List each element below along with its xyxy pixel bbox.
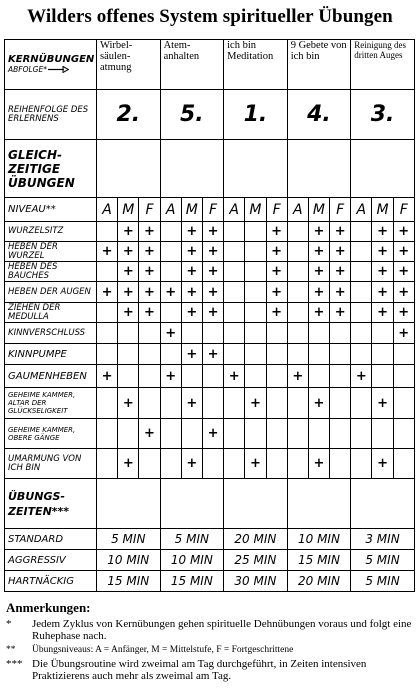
practice-mark: +	[160, 323, 181, 344]
practice-mark: +	[160, 282, 181, 303]
empty-cell	[308, 323, 329, 344]
empty-cell	[351, 222, 372, 242]
empty-cell	[266, 388, 287, 419]
practice-mark: +	[118, 262, 139, 282]
empty-cell	[118, 365, 139, 388]
empty-cell	[330, 365, 351, 388]
practice-mark: +	[308, 388, 329, 419]
order-label: REIHENFOLGE DES ERLERNENS	[5, 90, 97, 140]
empty-cell	[287, 388, 308, 419]
practice-time: 20 MIN	[287, 571, 351, 592]
practice-mark: +	[202, 242, 223, 262]
practice-mark: +	[308, 303, 329, 323]
level-letter: M	[245, 198, 266, 222]
empty-cell	[351, 419, 372, 449]
empty-cell	[308, 365, 329, 388]
practice-mark: +	[97, 365, 118, 388]
empty-cell	[97, 388, 118, 419]
empty-cell	[160, 242, 181, 262]
level-letter: M	[118, 198, 139, 222]
practice-mark: +	[266, 282, 287, 303]
practice-label: GAUMENHEBEN	[5, 365, 97, 388]
header-sub-label: ABFOLGE*	[8, 64, 47, 74]
empty-cell	[308, 419, 329, 449]
practice-time: 15 MIN	[160, 571, 224, 592]
empty-cell	[245, 242, 266, 262]
empty-cell	[393, 449, 414, 479]
practice-time: 5 MIN	[351, 550, 415, 571]
level-label: NIVEAU**	[5, 198, 97, 222]
learning-order: 5.	[160, 90, 224, 140]
practice-label: KINNPUMPE	[5, 344, 97, 365]
note-marker: **	[6, 645, 16, 655]
practice-mark: +	[330, 282, 351, 303]
level-letter: F	[202, 198, 223, 222]
practice-mark: +	[393, 222, 414, 242]
practice-mark: +	[139, 282, 160, 303]
practice-label: HEBEN DER AUGEN	[5, 282, 97, 303]
level-letter: A	[160, 198, 181, 222]
practice-mark: +	[266, 303, 287, 323]
empty-cell	[97, 222, 118, 242]
empty-cell	[393, 419, 414, 449]
note-text: Jedem Zyklus von Kernübungen gehen spirituelle Dehnübungen voraus und folgt eine Ruhephase nach.	[32, 618, 412, 642]
empty-cell	[330, 449, 351, 479]
practice-mark: +	[181, 262, 202, 282]
practice-time: 5 MIN	[97, 529, 161, 550]
note-marker: *	[6, 618, 12, 630]
empty-cell	[118, 419, 139, 449]
empty-cell	[245, 282, 266, 303]
practice-mark: +	[308, 222, 329, 242]
practice-mark: +	[139, 242, 160, 262]
level-letter: A	[287, 198, 308, 222]
empty-cell	[351, 282, 372, 303]
empty-cell	[202, 449, 223, 479]
learning-order: 4.	[287, 90, 351, 140]
practice-mark: +	[139, 419, 160, 449]
empty-cell	[245, 365, 266, 388]
empty-cell	[351, 344, 372, 365]
level-letter: F	[330, 198, 351, 222]
empty-cell	[181, 365, 202, 388]
practice-mark: +	[181, 388, 202, 419]
empty-cell	[97, 303, 118, 323]
note-item	[6, 644, 416, 656]
empty-cell	[266, 419, 287, 449]
practice-label: WURZELSITZ	[5, 222, 97, 242]
empty-cell	[287, 449, 308, 479]
empty-cell	[287, 222, 308, 242]
empty-cell	[160, 344, 181, 365]
practice-time: 5 MIN	[160, 529, 224, 550]
empty-cell	[139, 323, 160, 344]
empty-cell	[224, 262, 245, 282]
practice-mark: +	[202, 222, 223, 242]
practice-time: 5 MIN	[351, 571, 415, 592]
practice-mark: +	[393, 282, 414, 303]
notes-title: Anmerkungen:	[6, 600, 91, 615]
practice-label: KINNVERSCHLUSS	[5, 323, 97, 344]
practice-mark: +	[181, 303, 202, 323]
header-main-label: KERNÜBUNGEN	[8, 53, 95, 65]
practice-mark: +	[308, 282, 329, 303]
level-letter: M	[308, 198, 329, 222]
empty-cell	[224, 222, 245, 242]
practice-mark: +	[202, 344, 223, 365]
empty-cell	[266, 365, 287, 388]
empty-cell	[351, 323, 372, 344]
empty-cell	[118, 323, 139, 344]
empty-cell	[202, 388, 223, 419]
practice-mark: +	[118, 449, 139, 479]
empty-cell	[97, 479, 161, 529]
empty-cell	[160, 222, 181, 242]
empty-cell	[245, 323, 266, 344]
practice-mark: +	[330, 303, 351, 323]
empty-cell	[351, 449, 372, 479]
practice-label: UMARMUNG VON ICH BIN	[5, 449, 97, 479]
level-letter: M	[181, 198, 202, 222]
arrow-right-icon	[47, 66, 69, 73]
empty-cell	[118, 344, 139, 365]
simultaneous-label: GLEICH-ZEITIGE ÜBUNGEN	[5, 140, 97, 198]
empty-cell	[224, 282, 245, 303]
exercise-header: Reinigung des dritten Auges	[351, 40, 415, 90]
exercise-header: Wirbel-säulen-atmung	[97, 40, 161, 90]
empty-cell	[393, 365, 414, 388]
empty-cell	[266, 323, 287, 344]
empty-cell	[330, 323, 351, 344]
empty-cell	[287, 479, 351, 529]
practice-mark: +	[118, 282, 139, 303]
practice-mark: +	[287, 365, 308, 388]
empty-cell	[266, 344, 287, 365]
practice-mark: +	[181, 282, 202, 303]
level-letter: A	[97, 198, 118, 222]
empty-cell	[330, 344, 351, 365]
empty-cell	[351, 140, 415, 198]
empty-cell	[330, 419, 351, 449]
note-item	[6, 618, 416, 642]
practice-label: ZIEHEN DER MEDULLA	[5, 303, 97, 323]
note-marker: ***	[6, 658, 23, 670]
practice-mark: +	[139, 303, 160, 323]
page-title: Wilders offenes System spiritueller Übungen	[27, 6, 393, 27]
empty-cell	[245, 222, 266, 242]
empty-cell	[330, 388, 351, 419]
empty-cell	[160, 140, 224, 198]
empty-cell	[97, 262, 118, 282]
practice-mark: +	[393, 262, 414, 282]
practice-mark: +	[330, 242, 351, 262]
practice-mark: +	[351, 365, 372, 388]
empty-cell	[287, 323, 308, 344]
level-letter: F	[139, 198, 160, 222]
exercise-header: 9 Gebete von ich bin	[287, 40, 351, 90]
practice-label: GEHEIME KAMMER, OBERE GÄNGE	[5, 419, 97, 449]
practice-mark: +	[181, 222, 202, 242]
empty-cell	[139, 344, 160, 365]
time-row-label: HARTNÄCKIG	[5, 571, 97, 592]
empty-cell	[139, 388, 160, 419]
practice-mark: +	[181, 242, 202, 262]
empty-cell	[224, 388, 245, 419]
practice-mark: +	[330, 222, 351, 242]
empty-cell	[351, 303, 372, 323]
practice-mark: +	[330, 262, 351, 282]
empty-cell	[181, 419, 202, 449]
practice-mark: +	[118, 303, 139, 323]
empty-cell	[181, 323, 202, 344]
practice-time: 15 MIN	[97, 571, 161, 592]
empty-cell	[160, 388, 181, 419]
practice-mark: +	[308, 242, 329, 262]
practice-mark: +	[372, 262, 393, 282]
practice-mark: +	[393, 303, 414, 323]
empty-cell	[287, 419, 308, 449]
empty-cell	[372, 344, 393, 365]
learning-order: 1.	[224, 90, 288, 140]
empty-cell	[245, 419, 266, 449]
empty-cell	[97, 344, 118, 365]
practice-mark: +	[160, 365, 181, 388]
notes-section	[6, 600, 416, 682]
empty-cell	[160, 303, 181, 323]
empty-cell	[97, 419, 118, 449]
note-text: Übungsniveaus: A = Anfänger, M = Mittelstufe, F = Fortgeschrittene	[32, 645, 294, 655]
empty-cell	[224, 449, 245, 479]
empty-cell	[393, 388, 414, 419]
practice-label: GEHEIME KAMMER, ALTAR DER GLÜCKSELIGKEIT	[5, 388, 97, 419]
empty-cell	[139, 365, 160, 388]
empty-cell	[287, 303, 308, 323]
practice-mark: +	[393, 323, 414, 344]
empty-cell	[160, 262, 181, 282]
empty-cell	[97, 323, 118, 344]
empty-cell	[287, 344, 308, 365]
practice-time: 3 MIN	[351, 529, 415, 550]
practice-mark: +	[308, 262, 329, 282]
empty-cell	[160, 479, 224, 529]
exercise-header: Atem-anhalten	[160, 40, 224, 90]
practice-mark: +	[97, 242, 118, 262]
level-letter: M	[372, 198, 393, 222]
empty-cell	[287, 262, 308, 282]
practice-label: HEBEN DES BAUCHES	[5, 262, 97, 282]
time-row-label: STANDARD	[5, 529, 97, 550]
empty-cell	[372, 323, 393, 344]
practice-time: 10 MIN	[160, 550, 224, 571]
practice-mark: +	[372, 242, 393, 262]
practice-mark: +	[372, 303, 393, 323]
empty-cell	[287, 282, 308, 303]
empty-cell	[245, 303, 266, 323]
learning-order: 2.	[97, 90, 161, 140]
practice-label: HEBEN DER WURZEL	[5, 242, 97, 262]
practice-mark: +	[372, 388, 393, 419]
practice-table	[4, 39, 415, 592]
empty-cell	[224, 419, 245, 449]
empty-cell	[372, 419, 393, 449]
note-item	[6, 658, 416, 682]
level-letter: A	[351, 198, 372, 222]
empty-cell	[97, 140, 161, 198]
practice-mark: +	[181, 449, 202, 479]
time-row-label: AGGRESSIV	[5, 550, 97, 571]
empty-cell	[351, 262, 372, 282]
practice-mark: +	[245, 449, 266, 479]
practice-mark: +	[245, 388, 266, 419]
empty-cell	[97, 449, 118, 479]
practice-mark: +	[372, 282, 393, 303]
empty-cell	[160, 419, 181, 449]
practice-mark: +	[202, 282, 223, 303]
practice-mark: +	[118, 388, 139, 419]
empty-cell	[287, 140, 351, 198]
times-label: ÜBUNGS-ZEITEN***	[5, 479, 97, 529]
empty-cell	[224, 140, 288, 198]
level-letter: A	[224, 198, 245, 222]
empty-cell	[351, 479, 415, 529]
practice-mark: +	[202, 262, 223, 282]
empty-cell	[224, 344, 245, 365]
practice-mark: +	[372, 222, 393, 242]
practice-time: 25 MIN	[224, 550, 288, 571]
practice-time: 10 MIN	[97, 550, 161, 571]
empty-cell	[351, 388, 372, 419]
practice-mark: +	[202, 303, 223, 323]
empty-cell	[372, 365, 393, 388]
practice-time: 15 MIN	[287, 550, 351, 571]
practice-time: 10 MIN	[287, 529, 351, 550]
empty-cell	[202, 323, 223, 344]
empty-cell	[351, 242, 372, 262]
empty-cell	[224, 303, 245, 323]
note-text: Die Übungsroutine wird zweimal am Tag durchgeführt, in Zeiten intensiven Praktizierens auch mehr als zweimal am Tag.	[32, 658, 367, 682]
empty-cell	[287, 242, 308, 262]
practice-mark: +	[372, 449, 393, 479]
header-label	[5, 40, 97, 90]
practice-mark: +	[139, 222, 160, 242]
practice-mark: +	[139, 262, 160, 282]
empty-cell	[308, 344, 329, 365]
practice-mark: +	[266, 242, 287, 262]
practice-mark: +	[118, 222, 139, 242]
practice-mark: +	[97, 282, 118, 303]
empty-cell	[224, 242, 245, 262]
practice-mark: +	[266, 262, 287, 282]
exercise-header: ich bin Meditation	[224, 40, 288, 90]
empty-cell	[245, 262, 266, 282]
practice-time: 20 MIN	[224, 529, 288, 550]
practice-mark: +	[393, 242, 414, 262]
empty-cell	[224, 479, 288, 529]
practice-mark: +	[308, 449, 329, 479]
empty-cell	[224, 323, 245, 344]
learning-order: 3.	[351, 90, 415, 140]
level-letter: F	[393, 198, 414, 222]
empty-cell	[160, 449, 181, 479]
empty-cell	[139, 449, 160, 479]
practice-mark: +	[224, 365, 245, 388]
practice-mark: +	[202, 419, 223, 449]
empty-cell	[202, 365, 223, 388]
practice-mark: +	[118, 242, 139, 262]
practice-mark: +	[181, 344, 202, 365]
practice-mark: +	[266, 222, 287, 242]
empty-cell	[245, 344, 266, 365]
empty-cell	[393, 344, 414, 365]
empty-cell	[266, 449, 287, 479]
level-letter: F	[266, 198, 287, 222]
practice-time: 30 MIN	[224, 571, 288, 592]
